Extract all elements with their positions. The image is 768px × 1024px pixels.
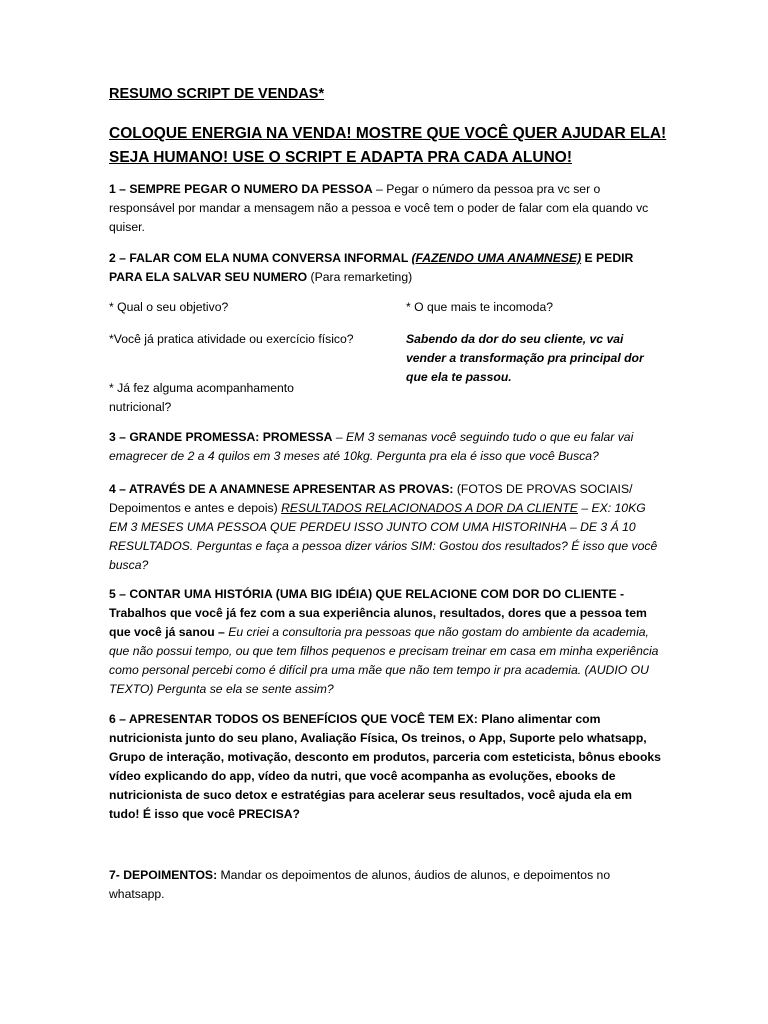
headline-line-2: SEJA HUMANO! USE O SCRIPT E ADAPTA PRA CADA ALUNO! <box>109 149 573 166</box>
question-pain: * O que mais te incomoda? <box>406 300 554 314</box>
step-4-rest: – EX: 10KG EM 3 MESES UMA PESSOA QUE PERDEU ISSO JUNTO COM UMA HISTORINHA – DE 3 Á 10 RESULTADOS. Perguntas e faça a pessoa dizer vários SIM: Gostou dos resultados? É isso que você busca? <box>109 501 658 572</box>
question-activity: *Você já pratica atividade ou exercício físico? <box>109 332 354 346</box>
step-2-heading-continued: E PEDIR PARA ELA SALVAR SEU NUMERO <box>109 251 634 284</box>
step-2-note: (Para remarketing) <box>307 270 413 284</box>
step-2-anamnese: (FAZENDO UMA ANAMNESE) <box>411 251 582 265</box>
step-6-body: Plano alimentar com nutricionista junto do seu plano, Avaliação Física, Os treinos, o App, Suporte pelo whatsapp, Grupo de interação, motivação, desconto em produtos, parceria com esteticista, bônus ebooks vídeo explicando do app, vídeo da nutri, que você acompanha as evoluções, ebooks de nutricionista de suco detox e estratégias para acelerar seus resultados, você ajuda ela em tudo! É isso que você PRECISA? <box>109 712 661 821</box>
step-7-body: Mandar os depoimentos de alunos, áudios de alunos, e depoimentos no whatsapp. <box>109 868 611 901</box>
step-3-body: – EM 3 semanas você seguindo tudo o que eu falar vai emagrecer de 2 a 4 quilos em 3 meses até 10kg. Pergunta pra ela é isso que você Busca? <box>109 430 634 463</box>
document-title: RESUMO SCRIPT DE VENDAS* <box>109 86 325 102</box>
step-6-heading: 6 – APRESENTAR TODOS OS BENEFÍCIOS QUE VOCÊ TEM EX: <box>109 712 478 726</box>
step-6-paragraph <box>109 710 665 824</box>
step-5-paragraph <box>109 585 665 699</box>
step-1-body: – Pegar o número da pessoa pra vc ser o responsável por mandar a mensagem não a pessoa e você tem o poder de falar com ela quando vc quiser. <box>109 182 649 234</box>
question-objective: * Qual o seu objetivo? <box>109 300 229 314</box>
step-4-paragraph <box>109 480 665 575</box>
step-3-paragraph <box>109 428 665 466</box>
step-5-heading: 5 – CONTAR UMA HISTÓRIA (UMA BIG IDÉIA) QUE RELACIONE COM DOR DO CLIENTE - <box>109 587 625 601</box>
step-4-plain: (FOTOS DE PROVAS SOCIAIS/ Depoimentos e antes e depois) <box>109 482 633 515</box>
headline <box>109 122 669 170</box>
step-4-heading: 4 – ATRAVÉS DE A ANAMNESE APRESENTAR AS PROVAS: <box>109 482 454 496</box>
step-7-heading: 7- DEPOIMENTOS: <box>109 868 218 882</box>
step-3-heading: 3 – GRANDE PROMESSA: PROMESSA <box>109 430 333 444</box>
step-4-underlined: RESULTADOS RELACIONADOS A DOR DA CLIENTE <box>281 501 578 515</box>
step-5-body-italic: Eu criei a consultoria pra pessoas que não gostam do ambiente da academia, que não possui tempo, ou que tem filhos pequenos e precisam treinar em casa em minha experiência como personal percebi como é difícil pra uma mãe que não tem tempo ir pra academia. (AUDIO OU TEXTO) Pergunta se ela se sente assim? <box>109 625 659 696</box>
step-7-paragraph <box>109 866 665 904</box>
pain-tip: Sabendo da dor do seu cliente, vc vai vender a transformação pra principal dor que ela te passou. <box>406 332 644 384</box>
step-5-body-bold: Trabalhos que você já fez com a sua experiência alunos, resultados, dores que a pessoa tem que você já sanou – <box>109 606 647 639</box>
step-1-paragraph <box>109 180 665 237</box>
headline-line-1: COLOQUE ENERGIA NA VENDA! MOSTRE QUE VOCÊ QUER AJUDAR ELA! <box>109 125 667 142</box>
step-2-heading: 2 – FALAR COM ELA NUMA CONVERSA INFORMAL <box>109 251 412 265</box>
step-1-heading: 1 – SEMPRE PEGAR O NUMERO DA PESSOA <box>109 182 373 196</box>
question-nutrition: * Já fez alguma acompanhamento nutricional? <box>109 381 294 414</box>
step-2-paragraph <box>109 249 665 287</box>
